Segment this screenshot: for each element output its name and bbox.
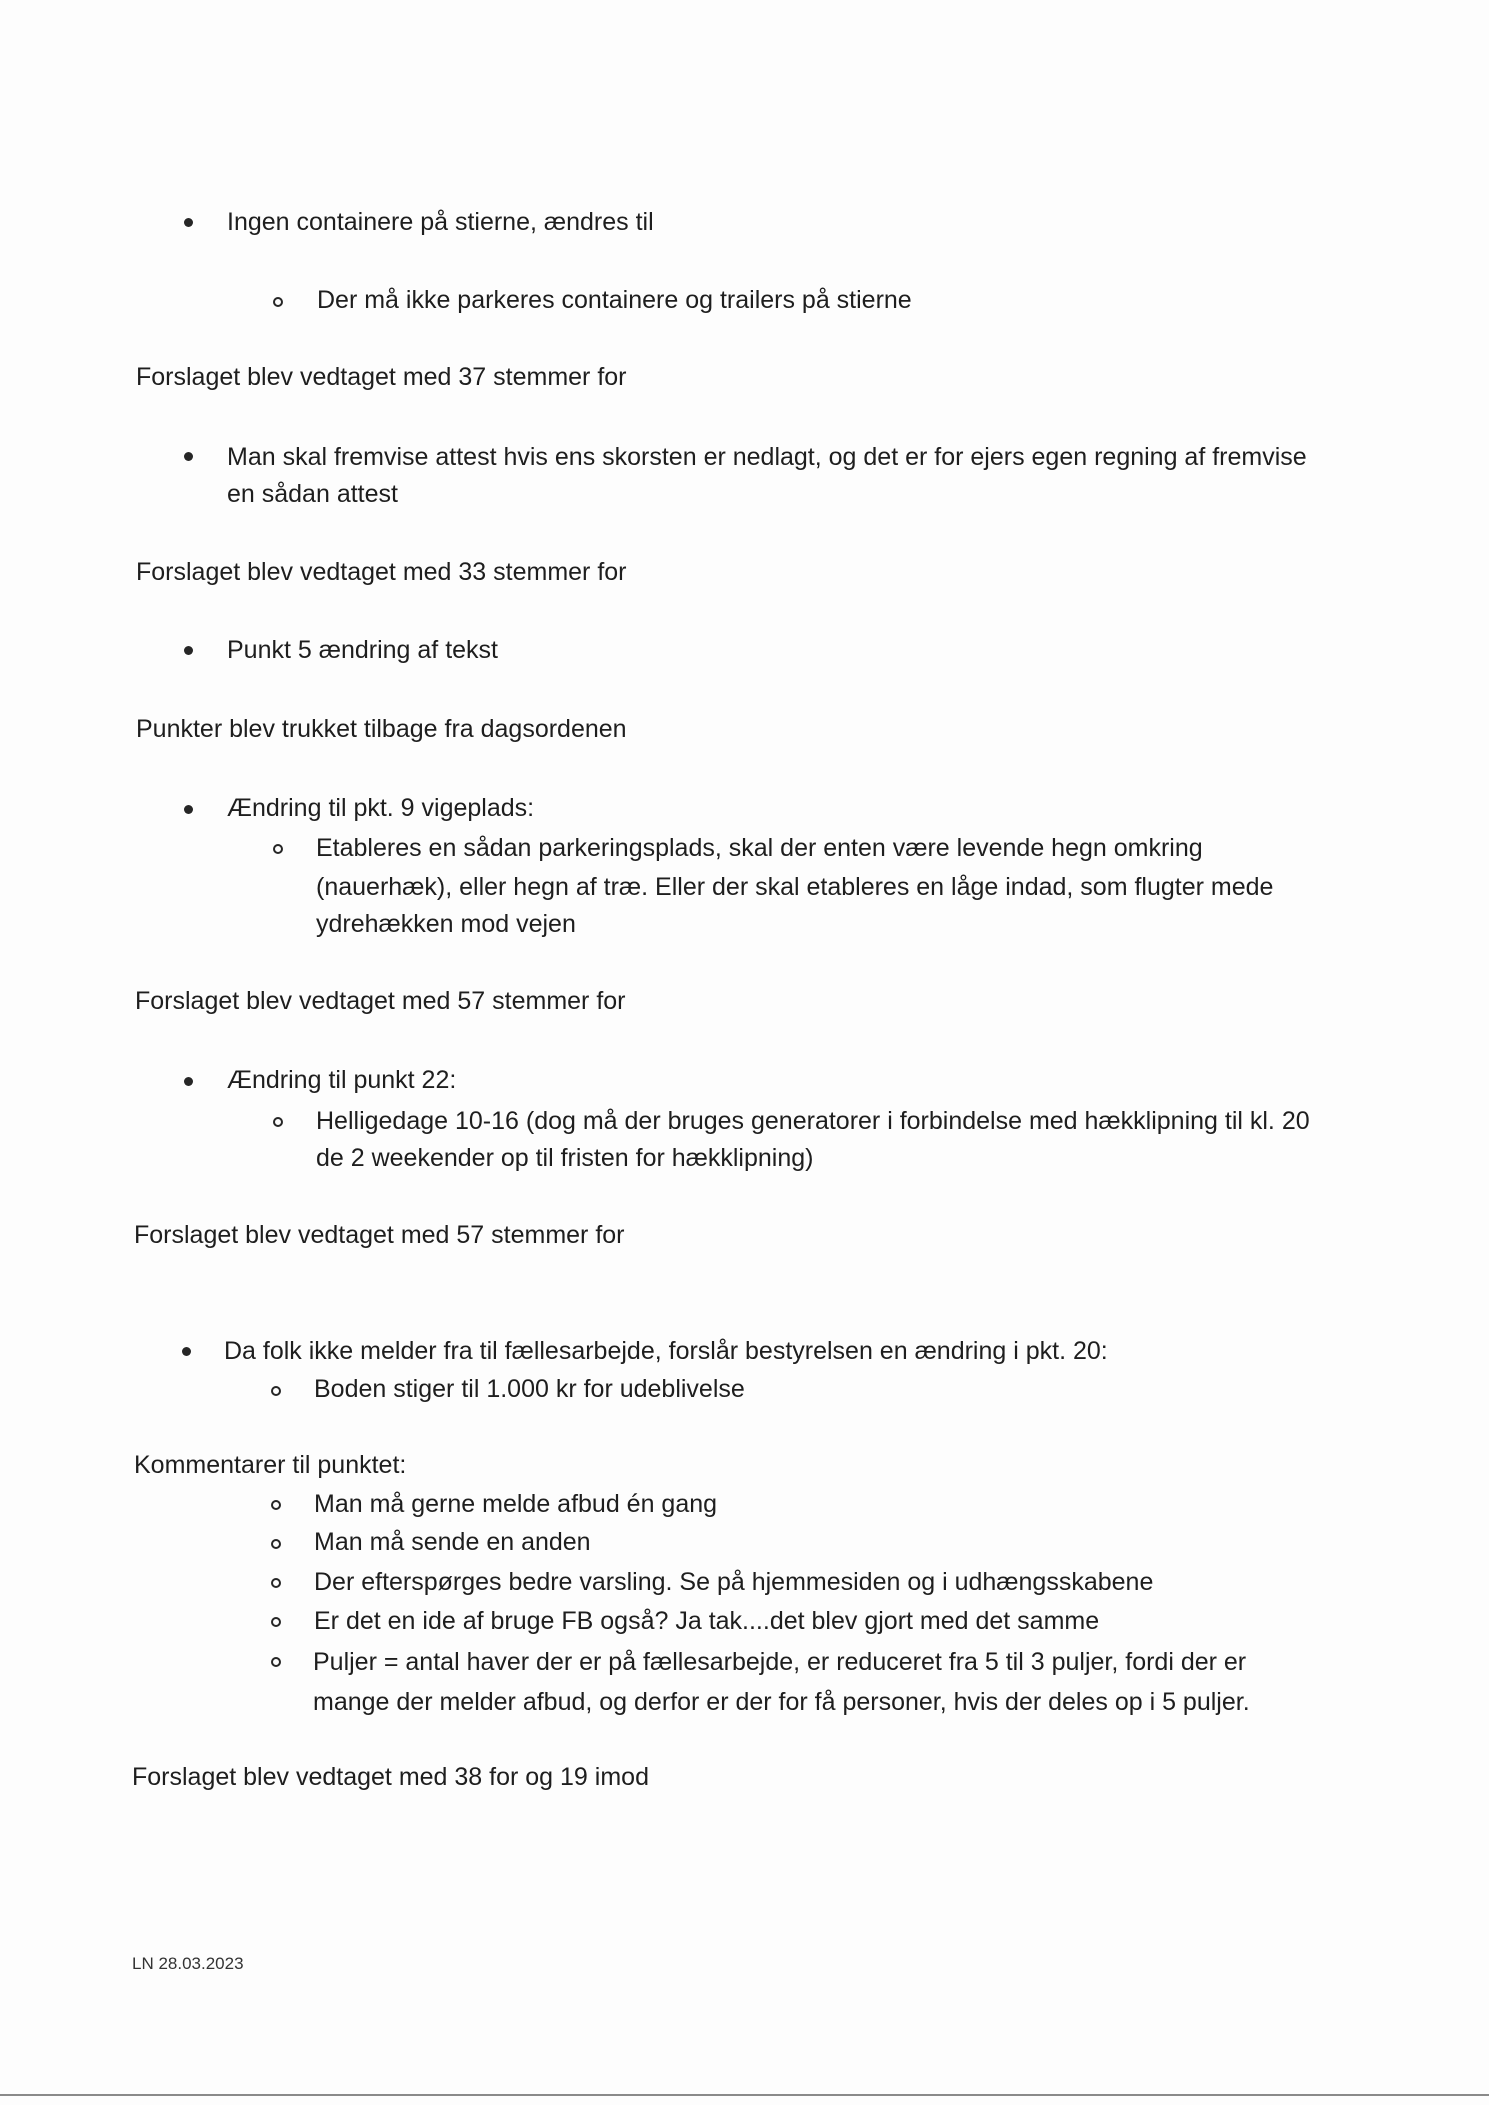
sub-bullet-marker: [271, 1657, 281, 1667]
sub-item-parking-hedge-cont2: ydrehækken mod vejen: [316, 910, 576, 938]
bullet-marker: [184, 1077, 193, 1086]
sub-item-holidays: Helligedage 10-16 (dog må der bruges generatorer i forbindelse med hækklipning til kl. 20: [316, 1107, 1310, 1135]
sub-bullet-marker: [273, 297, 283, 307]
bullet-marker: [184, 452, 193, 461]
sub-item-no-parking: Der må ikke parkeres containere og trailers på stierne: [317, 286, 912, 314]
sub-item-parking-hedge: Etableres en sådan parkeringsplads, skal der enten være levende hegn omkring: [316, 834, 1203, 862]
sub-item-comment-4: Er det en ide af bruge FB også? Ja tak....det blev gjort med det samme: [314, 1607, 1100, 1635]
sub-bullet-marker: [271, 1386, 281, 1396]
sub-bullet-marker: [271, 1500, 281, 1510]
bullet-item-common-work: Da folk ikke melder fra til fællesarbejde, forslår bestyrelsen en ændring i pkt. 20:: [224, 1337, 1108, 1365]
sub-item-comment-3: Der efterspørges bedre varsling. Se på hjemmesiden og i udhængsskabene: [314, 1568, 1154, 1596]
bullet-marker: [182, 1347, 191, 1356]
bullet-item-point5: Punkt 5 ændring af tekst: [227, 636, 498, 664]
sub-bullet-marker: [271, 1617, 281, 1627]
sub-item-parking-hedge-cont: (nauerhæk), eller hegn af træ. Eller der skal etableres en låge indad, som flugter mede: [316, 873, 1274, 901]
result-paragraph-57b: Forslaget blev vedtaget med 57 stemmer for: [134, 1221, 625, 1249]
result-paragraph-37: Forslaget blev vedtaget med 37 stemmer for: [136, 363, 627, 391]
result-paragraph-38-19: Forslaget blev vedtaget med 38 for og 19 imod: [132, 1763, 649, 1791]
result-paragraph-57a: Forslaget blev vedtaget med 57 stemmer for: [135, 987, 626, 1015]
sub-item-holidays-cont: de 2 weekender op til fristen for hækklipning): [316, 1144, 814, 1172]
bullet-marker: [184, 218, 193, 227]
sub-item-comment-5-cont: mange der melder afbud, og derfor er der for få personer, hvis der deles op i 5 puljer.: [313, 1688, 1250, 1716]
comments-heading: Kommentarer til punktet:: [134, 1451, 407, 1479]
sub-item-fine: Boden stiger til 1.000 kr for udeblivelse: [314, 1375, 745, 1403]
sub-item-comment-1: Man må gerne melde afbud én gang: [314, 1490, 718, 1518]
sub-bullet-marker: [271, 1539, 281, 1549]
result-paragraph-33: Forslaget blev vedtaget med 33 stemmer for: [136, 558, 627, 586]
bullet-item-point22: Ændring til punkt 22:: [227, 1066, 457, 1094]
bullet-marker: [184, 646, 193, 655]
bullet-item-pkt9: Ændring til pkt. 9 vigeplads:: [227, 794, 535, 822]
withdrawn-paragraph: Punkter blev trukket tilbage fra dagsordenen: [136, 715, 627, 743]
bullet-item-containers: Ingen containere på stierne, ændres til: [227, 208, 654, 236]
sub-item-comment-5: Puljer = antal haver der er på fællesarbejde, er reduceret fra 5 til 3 puljer, fordi der er: [313, 1648, 1247, 1676]
sub-item-comment-2: Man må sende en anden: [314, 1528, 591, 1556]
sub-bullet-marker: [273, 1117, 283, 1127]
footer-initials-date: LN 28.03.2023: [132, 1954, 244, 1973]
bullet-item-chimney-attest: Man skal fremvise attest hvis ens skorsten er nedlagt, og det er for ejers egen regning af fremvise: [227, 443, 1307, 471]
sub-bullet-marker: [273, 844, 283, 854]
page-bottom-edge: [0, 2094, 1489, 2096]
sub-bullet-marker: [271, 1578, 281, 1588]
bullet-item-chimney-attest-cont: en sådan attest: [227, 480, 398, 508]
bullet-marker: [184, 805, 193, 814]
